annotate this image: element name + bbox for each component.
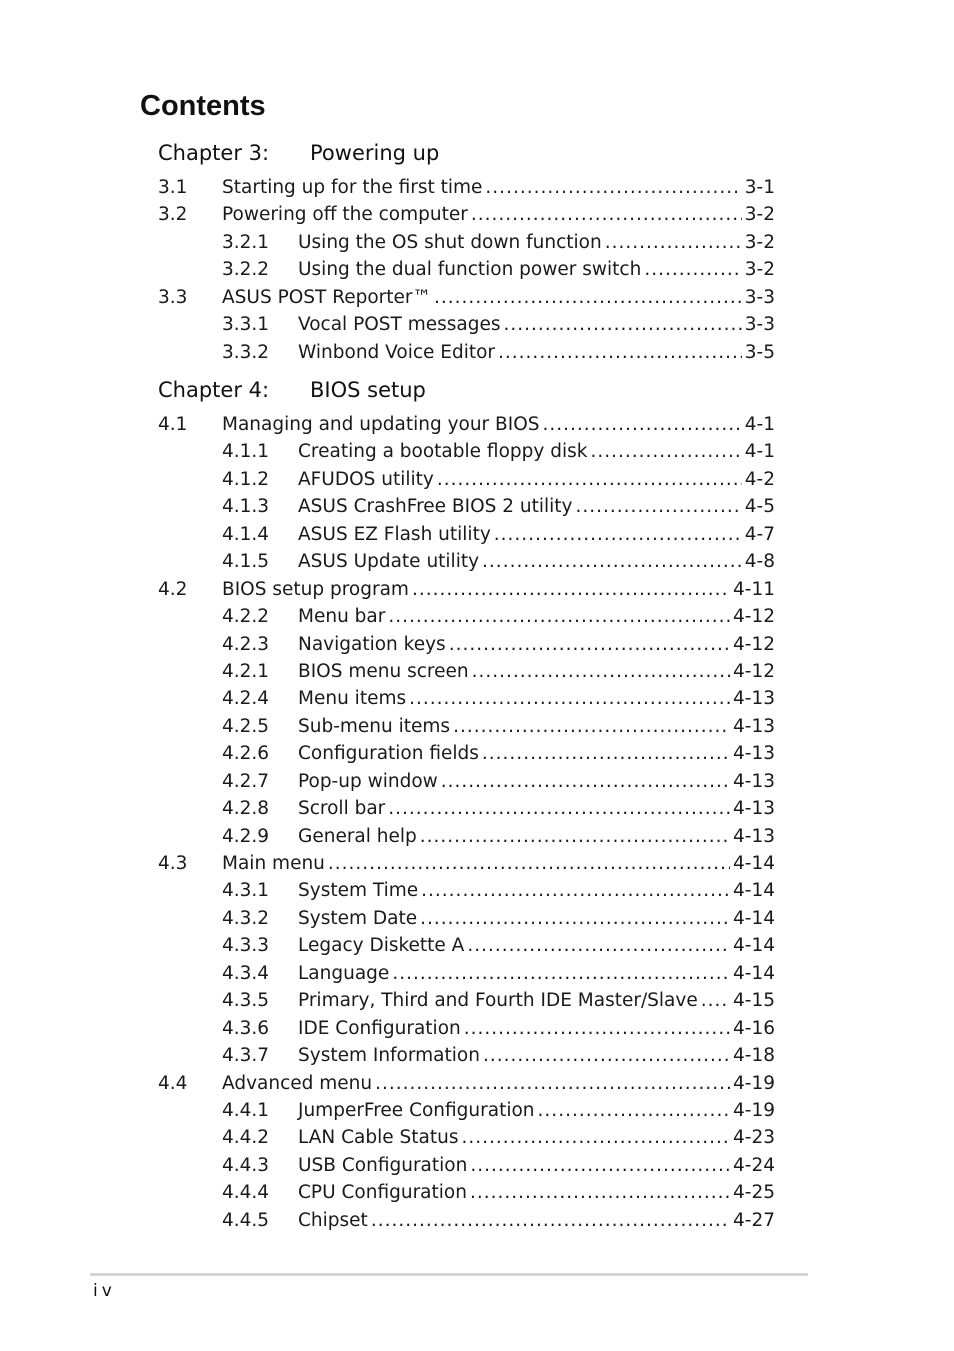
page-number: 4-16 — [733, 1017, 775, 1039]
toc-entry-text — [298, 905, 775, 932]
section-number: 4.3.1 — [222, 880, 270, 902]
page-number: 3-5 — [744, 341, 775, 363]
dot-leader — [328, 850, 730, 877]
dot-leader — [434, 284, 742, 311]
dot-leader — [375, 1070, 730, 1097]
toc-entry[interactable] — [158, 713, 775, 740]
toc-entry[interactable] — [158, 521, 775, 548]
page-number: 4-14 — [733, 962, 775, 984]
toc-entry-text — [298, 1097, 775, 1124]
toc-entry-text — [298, 713, 775, 740]
section-number: 4.3.6 — [222, 1017, 270, 1039]
dot-leader — [483, 1042, 730, 1069]
toc-entry[interactable] — [158, 1124, 775, 1151]
toc-entry[interactable] — [158, 877, 775, 904]
section-title: JumperFree Configuration — [298, 1099, 535, 1121]
section-title: BIOS setup program — [222, 578, 409, 600]
section-title: Powering off the computer — [222, 204, 468, 226]
toc-entry[interactable] — [158, 438, 775, 465]
toc-entry-text — [298, 339, 775, 366]
section-number: 4.2.7 — [222, 770, 270, 792]
toc-entry-text — [222, 1070, 775, 1097]
section-number: 4.2.2 — [222, 606, 270, 628]
toc-entry[interactable] — [158, 1097, 775, 1124]
section-number: 4.1.3 — [222, 496, 270, 518]
toc-entry-text — [298, 1152, 775, 1179]
section-number: 4.1.2 — [222, 468, 270, 490]
toc-entry-text — [298, 1015, 775, 1042]
page-number: 4-24 — [733, 1154, 775, 1176]
toc-entry-text — [222, 174, 775, 201]
section-number: 4.1.1 — [222, 441, 270, 463]
section-number: 3.3.1 — [222, 314, 270, 336]
dot-leader — [467, 932, 730, 959]
page-number: 3-2 — [744, 259, 775, 281]
toc-entry-text — [298, 256, 775, 283]
section-title: Legacy Diskette A — [298, 935, 465, 957]
page-number: 3-3 — [744, 314, 775, 336]
toc-entry-text — [298, 229, 775, 256]
section-number: 4.2.3 — [222, 633, 270, 655]
toc-entry[interactable] — [158, 905, 775, 932]
toc-entry[interactable] — [158, 1042, 775, 1069]
section-number: 4.3.2 — [222, 907, 270, 929]
section-number: 3.3.2 — [222, 341, 270, 363]
toc-entry[interactable] — [158, 201, 775, 228]
page-number: 4-14 — [733, 853, 775, 874]
footer-divider — [90, 1273, 808, 1276]
toc-entry[interactable] — [158, 1015, 775, 1042]
section-number: 4.4 — [158, 1072, 188, 1094]
section-title: System Information — [298, 1045, 480, 1067]
chapter-label: Chapter 3: — [158, 141, 270, 165]
page-number: 4-13 — [733, 688, 775, 710]
section-number: 4.3.5 — [222, 990, 270, 1012]
toc-entry[interactable] — [158, 339, 775, 366]
page-number: 3-2 — [744, 204, 775, 226]
dot-leader — [392, 960, 730, 987]
toc-entry-text — [222, 576, 775, 603]
section-title: Main menu — [222, 853, 325, 874]
section-number: 3.2.1 — [222, 231, 270, 253]
dot-leader — [420, 905, 730, 932]
toc-entry[interactable] — [158, 658, 775, 685]
toc-entry-text — [298, 493, 775, 520]
dot-leader — [472, 658, 730, 685]
dot-leader — [420, 823, 730, 850]
dot-leader — [482, 548, 742, 575]
section-title: Menu items — [298, 688, 407, 710]
toc-entry[interactable] — [158, 1179, 775, 1206]
dot-leader — [371, 1207, 730, 1234]
section-number: 4.2.5 — [222, 715, 270, 737]
section-title: System Date — [298, 907, 418, 929]
dot-leader — [461, 1124, 730, 1151]
toc-entry[interactable] — [158, 284, 775, 311]
dot-leader — [576, 493, 742, 520]
section-title: Configuration fields — [298, 743, 479, 765]
toc-entry[interactable] — [158, 631, 775, 658]
section-number: 4.4.1 — [222, 1099, 270, 1121]
toc-entry-text — [298, 877, 775, 904]
footer-page-number: iv — [93, 1281, 116, 1301]
section-title: USB Configuration — [298, 1154, 468, 1176]
page-number: 3-2 — [744, 231, 775, 253]
section-title: BIOS menu screen — [298, 660, 469, 682]
section-title: Advanced menu — [222, 1072, 373, 1094]
dot-leader — [449, 631, 730, 658]
page-number: 4-14 — [733, 907, 775, 929]
dot-leader — [543, 411, 742, 438]
section-number: 4.3.3 — [222, 935, 270, 957]
toc-entry[interactable] — [158, 311, 775, 338]
page-number: 4-13 — [733, 743, 775, 765]
chapter-name: BIOS setup — [310, 378, 426, 402]
page-number: 3-1 — [744, 177, 775, 198]
dot-leader — [421, 877, 730, 904]
section-title: General help — [298, 825, 417, 847]
toc-entry-text — [222, 850, 775, 877]
section-number: 4.4.2 — [222, 1127, 270, 1149]
section-title: System Time — [298, 880, 419, 902]
dot-leader — [470, 1152, 730, 1179]
toc-entry[interactable] — [158, 795, 775, 822]
toc-entry-text — [222, 411, 775, 438]
section-title: Menu bar — [298, 606, 386, 628]
section-title: ASUS CrashFree BIOS 2 utility — [298, 496, 573, 518]
dot-leader — [538, 1097, 730, 1124]
section-number: 4.2.1 — [222, 660, 270, 682]
dot-leader — [701, 987, 730, 1014]
toc-entry-text — [298, 521, 775, 548]
toc-entry[interactable] — [158, 685, 775, 712]
page-title: Contents — [140, 90, 266, 122]
page-number: 4-19 — [733, 1072, 775, 1094]
section-title: ASUS POST Reporter™ — [222, 286, 432, 308]
toc-entry-text — [298, 466, 775, 493]
page-number: 4-7 — [744, 523, 775, 545]
toc-entry[interactable] — [158, 174, 775, 201]
section-number: 4.3 — [158, 853, 188, 874]
toc-entry-text — [298, 768, 775, 795]
page-number: 4-11 — [733, 578, 775, 600]
toc-entry[interactable] — [158, 576, 775, 603]
page-number: 4-1 — [744, 441, 775, 463]
section-number: 3.2 — [158, 204, 188, 226]
toc-entry-text — [298, 1042, 775, 1069]
section-title: Creating a bootable floppy disk — [298, 441, 588, 463]
section-number: 4.4.3 — [222, 1154, 270, 1176]
section-title: IDE Configuration — [298, 1017, 461, 1039]
dot-leader — [464, 1015, 730, 1042]
dot-leader — [644, 256, 741, 283]
toc-entry-text — [298, 740, 775, 767]
section-number: 4.1.5 — [222, 551, 270, 573]
toc-entry[interactable] — [158, 987, 775, 1014]
section-number: 4.2.9 — [222, 825, 270, 847]
dot-leader — [494, 521, 742, 548]
toc-entry-text — [298, 1124, 775, 1151]
toc-entry-text — [222, 201, 775, 228]
dot-leader — [453, 713, 730, 740]
dot-leader — [409, 685, 730, 712]
toc-entry-text — [298, 658, 775, 685]
page-number: 4-13 — [733, 825, 775, 847]
section-number: 3.2.2 — [222, 259, 270, 281]
section-title: AFUDOS utility — [298, 468, 434, 490]
toc-entry[interactable] — [158, 823, 775, 850]
section-number: 4.1 — [158, 414, 188, 435]
toc-entry[interactable] — [158, 1207, 775, 1234]
page-number: 4-12 — [733, 606, 775, 628]
page-number: 4-25 — [733, 1182, 775, 1204]
page-number: 4-5 — [744, 496, 775, 518]
section-title: Primary, Third and Fourth IDE Master/Slave — [298, 990, 698, 1012]
section-title: Winbond Voice Editor — [298, 341, 496, 363]
dot-leader — [441, 768, 730, 795]
page-number: 4-2 — [744, 468, 775, 490]
page-number: 4-12 — [733, 660, 775, 682]
section-title: Language — [298, 962, 390, 984]
toc-entry[interactable] — [158, 229, 775, 256]
chapter-label: Chapter 4: — [158, 378, 270, 402]
page-number: 4-14 — [733, 935, 775, 957]
section-number: 4.3.4 — [222, 962, 270, 984]
section-title: Using the OS shut down function — [298, 231, 602, 253]
section-title: Scroll bar — [298, 798, 386, 820]
chapter-heading-3 — [158, 138, 439, 168]
section-title: LAN Cable Status — [298, 1127, 459, 1149]
toc-entry-text — [298, 603, 775, 630]
toc-entry-text — [298, 631, 775, 658]
page-number: 4-15 — [733, 990, 775, 1012]
page-number: 4-27 — [733, 1209, 775, 1231]
section-title: Chipset — [298, 1209, 368, 1231]
dot-leader — [482, 740, 730, 767]
page-number: 4-13 — [733, 715, 775, 737]
dot-leader — [388, 795, 730, 822]
section-title: Navigation keys — [298, 633, 446, 655]
section-number: 4.4.5 — [222, 1209, 270, 1231]
page-number: 4-1 — [744, 414, 775, 435]
toc-entry[interactable] — [158, 411, 775, 438]
toc-entry[interactable] — [158, 493, 775, 520]
toc-entry-text — [298, 1207, 775, 1234]
page-number: 4-18 — [733, 1045, 775, 1067]
page-number: 3-3 — [744, 286, 775, 308]
chapter-heading-4 — [158, 375, 426, 405]
section-number: 4.4.4 — [222, 1182, 270, 1204]
page-number: 4-12 — [733, 633, 775, 655]
toc-entry[interactable] — [158, 850, 775, 877]
toc-entry[interactable] — [158, 740, 775, 767]
dot-leader — [388, 603, 730, 630]
section-number: 3.1 — [158, 177, 188, 198]
section-title: ASUS Update utility — [298, 551, 480, 573]
toc-entry-text — [298, 960, 775, 987]
toc-entry-text — [298, 823, 775, 850]
section-title: Vocal POST messages — [298, 314, 501, 336]
toc-entry-text — [222, 284, 775, 311]
section-number: 4.3.7 — [222, 1045, 270, 1067]
section-title: Pop-up window — [298, 770, 438, 792]
page-number: 4-23 — [733, 1127, 775, 1149]
toc-entry-text — [298, 1179, 775, 1206]
section-number: 4.2.6 — [222, 743, 270, 765]
section-title: Managing and updating your BIOS — [222, 414, 540, 435]
section-number: 4.2.8 — [222, 798, 270, 820]
dot-leader — [485, 174, 741, 201]
page-number: 4-13 — [733, 770, 775, 792]
dot-leader — [590, 438, 741, 465]
section-title: Using the dual function power switch — [298, 259, 642, 281]
toc-entry[interactable] — [158, 932, 775, 959]
section-title: Starting up for the first time — [222, 177, 483, 198]
dot-leader — [412, 576, 730, 603]
toc-list-chapter-3 — [158, 174, 775, 366]
toc-entry[interactable] — [158, 256, 775, 283]
toc-entry[interactable] — [158, 1070, 775, 1097]
dot-leader — [471, 201, 742, 228]
chapter-name: Powering up — [310, 141, 440, 165]
page-number: 4-14 — [733, 880, 775, 902]
dot-leader — [504, 311, 742, 338]
toc-entry-text — [298, 932, 775, 959]
section-title: CPU Configuration — [298, 1182, 467, 1204]
toc-list-chapter-4 — [158, 411, 775, 1234]
section-number: 4.1.4 — [222, 523, 270, 545]
dot-leader — [437, 466, 742, 493]
dot-leader — [498, 339, 742, 366]
dot-leader — [605, 229, 742, 256]
toc-entry[interactable] — [158, 1152, 775, 1179]
section-title: ASUS EZ Flash utility — [298, 523, 491, 545]
page-number: 4-13 — [733, 798, 775, 820]
toc-entry-text — [298, 987, 775, 1014]
section-title: Sub-menu items — [298, 715, 451, 737]
toc-entry[interactable] — [158, 768, 775, 795]
toc-entry-text — [298, 438, 775, 465]
toc-entry-text — [298, 685, 775, 712]
toc-entry[interactable] — [158, 960, 775, 987]
toc-entry[interactable] — [158, 466, 775, 493]
toc-entry[interactable] — [158, 548, 775, 575]
dot-leader — [470, 1179, 730, 1206]
section-number: 4.2.4 — [222, 688, 270, 710]
section-number: 4.2 — [158, 578, 188, 600]
page-number: 4-19 — [733, 1099, 775, 1121]
toc-entry[interactable] — [158, 603, 775, 630]
toc-entry-text — [298, 548, 775, 575]
toc-entry-text — [298, 795, 775, 822]
page-number: 4-8 — [744, 551, 775, 573]
section-number: 3.3 — [158, 286, 188, 308]
toc-entry-text — [298, 311, 775, 338]
